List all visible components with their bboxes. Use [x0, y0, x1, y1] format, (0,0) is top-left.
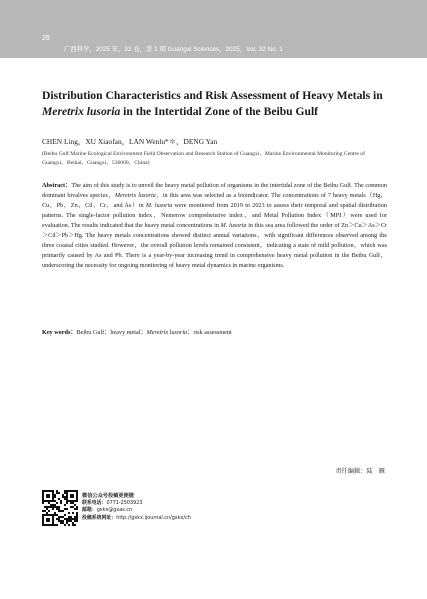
keywords-text-1: Beibu Gulf；heavy metal；: [76, 329, 147, 336]
paper-title: [42, 88, 392, 120]
keywords-species: Meretrix lusoria: [146, 329, 188, 336]
abstract-species-2: M. lusoria: [145, 202, 173, 209]
contact-email-line: [82, 507, 191, 514]
page-number: 26: [42, 35, 50, 42]
abstract-text-4: in this sea area followed the order of Zn＞Cu＞As＞Cr＞Cd＞Pb＞Hg. The heavy metals concentrations showed distinct annual variations，with significant differences observed among the three coastal cities studied. However，the overall pollution levels remained consistent，indicating a state of mild pollution，which was primarily caused by As and Pb. There is a year-by-year increasing trend in comprehensive heavy metal pollution in the Beibu Gulf，underscoring the necessity for ongoing monitoring of heavy metal dynamics in marine organisms.: [42, 222, 387, 269]
keywords-label: Key words：: [42, 329, 77, 336]
journal-header-band: [0, 0, 427, 58]
keywords-text-2: ；risk assessment: [187, 329, 232, 336]
title-species-name: Meretrix lusoria: [42, 105, 121, 118]
title-text-part2: in the Intertidal Zone of the Beibu Gulf: [120, 105, 319, 118]
abstract: [42, 181, 387, 271]
responsible-editor: 责任编辑：陆 雁: [335, 468, 385, 475]
affiliation: (Beibu Gulf Marine Ecological Environment Field Observation and Research Station of Guangxi，Marine Environmental Monitoring Centre of Guangxi，Beihai，Guangxi，536000，China): [42, 151, 365, 166]
abstract-text-1: The aim of this study is to unveil the heavy metal pollution of organisms in the intertidal zone of the Beibu Gulf. The common dominant bivalves species，: [42, 182, 387, 199]
contact-system-line: [82, 515, 191, 522]
contact-block: [82, 493, 191, 522]
abstract-species-3: M. lusoria: [220, 222, 247, 229]
wechat-submission-heading: 微信公众号投稿更便捷: [82, 493, 134, 499]
abstract-label: Abstract：: [42, 182, 72, 189]
journal-citation-line: 广西科学，2025 年，32 卷，第 1 期 Guangxi Sciences，2025，Vol. 32 No. 1: [64, 46, 283, 53]
qr-module: [76, 524, 78, 526]
keywords: [42, 328, 387, 338]
phone-value: 0771-2503923: [106, 500, 143, 507]
qr-code-icon[interactable]: [42, 490, 78, 526]
author-list: CHEN Ling，XU Xiaofan，LAN Wenlu*＊，DENG Yan: [42, 137, 218, 146]
abstract-text-2: ，in this area was selected as a bioindicator. The concentrations of 7 heavy metals（Hg，Cu，Pb，Zn，Cd，Cr，and As）in: [42, 192, 387, 209]
abstract-text-3: were monitored from 2019 to 2023 to assess their temporal and spatial distribution patterns. The single-factor pollution index，Nemerow comprehensive index，and Metal Pollution Index（MPI）were used for evaluation. The results indicated that the heavy metal concentrations in: [42, 202, 387, 229]
email-label: 邮箱：: [82, 507, 97, 514]
title-text-part1: Distribution Characteristics and Risk Assessment of Heavy Metals in: [42, 89, 383, 102]
submission-system-url[interactable]: http://gxkx.ijournal.cn/gxkx/ch: [116, 514, 191, 521]
email-value[interactable]: gxkx@gxas.cn: [96, 507, 133, 514]
abstract-species-1: Meretrix lusoria: [114, 192, 156, 199]
submission-system-label: 投稿系统网址：: [82, 514, 117, 521]
phone-label: 联系电话：: [82, 500, 107, 507]
